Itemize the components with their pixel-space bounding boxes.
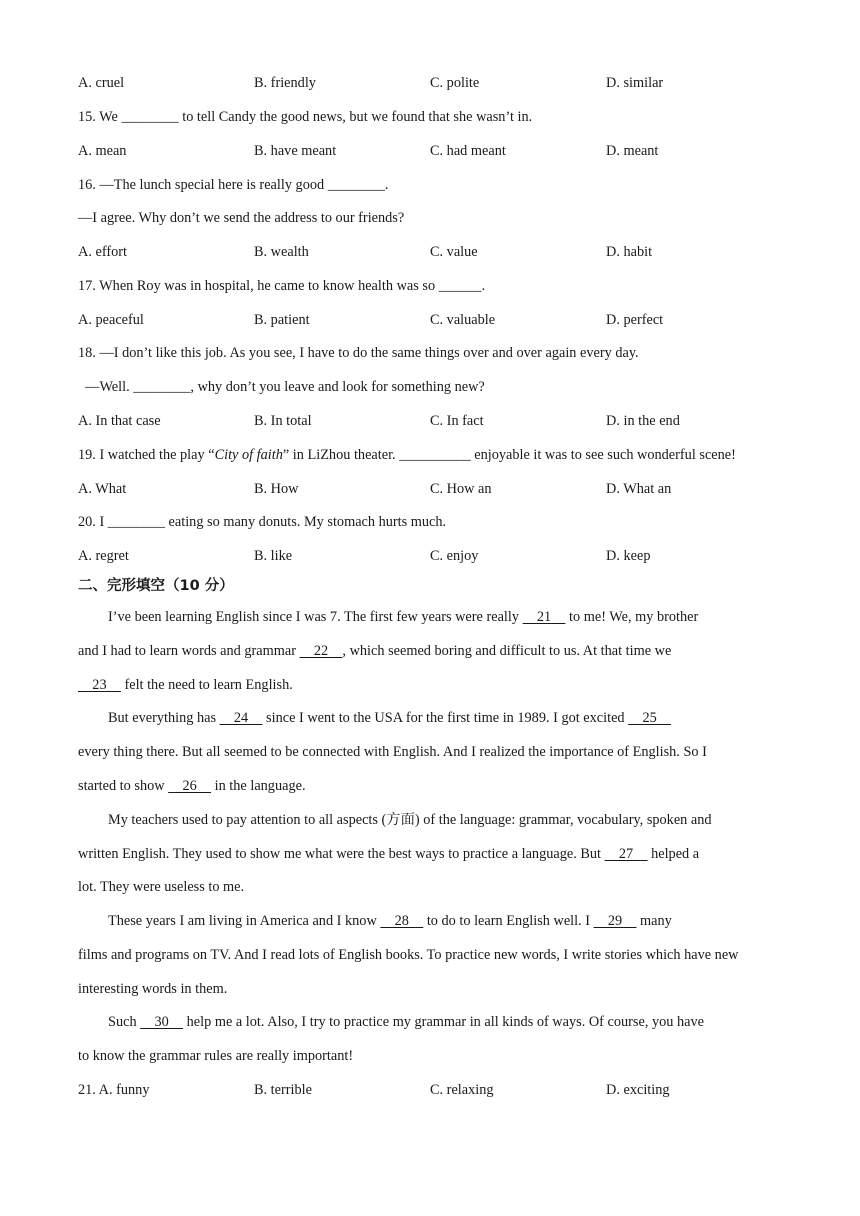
blank-30: 30	[140, 1014, 184, 1030]
passage-p1-line3	[78, 676, 293, 694]
q21-options	[78, 1081, 788, 1099]
q21-option-a: 21. A. funny	[78, 1082, 150, 1098]
q16-blank: ________	[327, 177, 385, 193]
passage-text: to me! We, my brother	[565, 609, 699, 625]
passage-p1-line2	[78, 642, 671, 660]
q19-option-a: A. What	[78, 481, 127, 497]
q20-option-a: A. regret	[78, 548, 129, 564]
q19-option-b: B. How	[254, 481, 299, 497]
passage-text: I’ve been learning English since I was 7. The first few years were really	[108, 609, 523, 625]
q18-options	[78, 412, 788, 430]
q18-blank: ________	[133, 379, 191, 395]
q15-option-c: C. had meant	[430, 143, 506, 159]
q16-option-b: B. wealth	[254, 244, 309, 260]
q18-option-c: C. In fact	[430, 413, 484, 429]
q21-option-c: C. relaxing	[430, 1082, 494, 1098]
passage-p4-line1	[78, 912, 672, 930]
q16-option-c: C. value	[430, 244, 478, 260]
passage-p4-line3: interesting words in them.	[78, 981, 228, 997]
q16-stem-line2: —I agree. Why don’t we send the address to our friends?	[78, 210, 405, 226]
q18-text-end: , why don’t you leave and look for something new?	[190, 379, 485, 395]
passage-p5-line1	[78, 1013, 704, 1031]
q14-option-c: C. polite	[430, 75, 480, 91]
blank-22: 22	[299, 643, 343, 659]
blank-25: 25	[628, 710, 672, 726]
q18-option-b: B. In total	[254, 413, 312, 429]
q17-option-a: A. peaceful	[78, 312, 144, 328]
q19-play-title: City of faith	[214, 447, 283, 463]
q20-text: 20. I	[78, 514, 108, 530]
q19-stem	[78, 446, 736, 464]
blank-29: 29	[593, 913, 637, 929]
blank-26: 26	[168, 778, 212, 794]
q20-option-c: C. enjoy	[430, 548, 479, 564]
passage-text: to do to learn English well. I	[423, 913, 594, 929]
passage-p1-line1	[78, 608, 698, 626]
q16-option-d: D. habit	[606, 244, 653, 260]
passage-text: started to show	[78, 778, 169, 794]
q17-stem	[78, 277, 485, 295]
q21-option-d: D. exciting	[606, 1082, 670, 1098]
q16-stem-line1	[78, 176, 389, 194]
passage-text: felt the need to learn English.	[120, 677, 293, 693]
q18-stem-line2	[78, 378, 485, 396]
q15-blank: ________	[121, 109, 179, 125]
q16-options	[78, 243, 788, 261]
q15-option-d: D. meant	[606, 143, 659, 159]
q19-text-mid: ” in LiZhou theater.	[282, 447, 400, 463]
blank-21: 21	[522, 609, 566, 625]
q17-option-b: B. patient	[254, 312, 310, 328]
q19-text-end: enjoyable it was to see such wonderful scene!	[470, 447, 736, 463]
q18-option-d: D. in the end	[606, 413, 680, 429]
q17-blank: ______	[438, 278, 482, 294]
passage-text: since I went to the USA for the first time in 1989. I got excited	[262, 710, 629, 726]
passage-text: help me a lot. Also, I try to practice my grammar in all kinds of ways. Of course, you have	[183, 1014, 704, 1030]
passage-text: Such	[108, 1014, 141, 1030]
blank-27: 27	[604, 846, 648, 862]
q18-option-a: A. In that case	[78, 413, 161, 429]
q18-text: —Well.	[78, 379, 134, 395]
passage-text: and I had to learn words and grammar	[78, 643, 300, 659]
q20-option-b: B. like	[254, 548, 293, 564]
passage-text: But everything has	[108, 710, 220, 726]
q15-options	[78, 142, 788, 160]
passage-p3-line2	[78, 845, 699, 863]
q17-options	[78, 311, 788, 329]
q20-option-d: D. keep	[606, 548, 651, 564]
q20-text-end: eating so many donuts. My stomach hurts much.	[164, 514, 447, 530]
q19-options	[78, 480, 788, 498]
q17-option-d: D. perfect	[606, 312, 664, 328]
q17-text: 17. When Roy was in hospital, he came to know health was so	[78, 278, 439, 294]
passage-text: helped a	[647, 846, 700, 862]
q16-period: .	[384, 177, 389, 193]
passage-text: written English. They used to show me what were the best ways to practice a language. But	[78, 846, 605, 862]
q15-number: 15. We	[78, 109, 118, 125]
passage-p3-line1: My teachers used to pay attention to all aspects (方面) of the language: grammar, vocabulary, spoken and	[108, 812, 712, 828]
q15-text: to tell Candy the good news, but we found that she wasn’t in.	[178, 109, 533, 125]
q19-text: 19. I watched the play “	[78, 447, 215, 463]
q14-options	[78, 74, 788, 92]
blank-23: 23	[78, 677, 121, 693]
q20-options	[78, 547, 788, 565]
q15-option-b: B. have meant	[254, 143, 337, 159]
passage-p4-line2: films and programs on TV. And I read lots of English books. To practice new words, I write stories which have new	[78, 947, 739, 963]
passage-text: in the language.	[211, 778, 306, 794]
passage-p3-line3: lot. They were useless to me.	[78, 879, 245, 895]
q14-option-b: B. friendly	[254, 75, 316, 91]
q14-option-a: A. cruel	[78, 75, 125, 91]
passage-p2-line1	[78, 709, 671, 727]
q14-option-d: D. similar	[606, 75, 664, 91]
q17-period: .	[481, 278, 486, 294]
q17-option-c: C. valuable	[430, 312, 496, 328]
q19-blank: __________	[399, 447, 471, 463]
q16-option-a: A. effort	[78, 244, 127, 260]
passage-p2-line3	[78, 777, 306, 795]
q21-option-b: B. terrible	[254, 1082, 312, 1098]
passage-text: These years I am living in America and I know	[108, 913, 381, 929]
q20-blank: ________	[107, 514, 165, 530]
section-heading-cloze: 二、完形填空（10 分）	[78, 578, 234, 594]
q16-text: 16. —The lunch special here is really good	[78, 177, 328, 193]
q19-option-c: C. How an	[430, 481, 492, 497]
passage-text: , which seemed boring and difficult to us. At that time we	[342, 643, 672, 659]
q15-stem	[78, 108, 532, 126]
blank-24: 24	[219, 710, 263, 726]
passage-p5-line2: to know the grammar rules are really important!	[78, 1048, 354, 1064]
q18-stem-line1: 18. —I don’t like this job. As you see, I have to do the same things over and over again every day.	[78, 345, 639, 361]
passage-p2-line2: every thing there. But all seemed to be connected with English. And I realized the importance of English. So I	[78, 744, 707, 760]
blank-28: 28	[380, 913, 424, 929]
q20-stem	[78, 513, 446, 531]
q19-option-d: D. What an	[606, 481, 672, 497]
q15-option-a: A. mean	[78, 143, 127, 159]
passage-text: many	[636, 913, 672, 929]
